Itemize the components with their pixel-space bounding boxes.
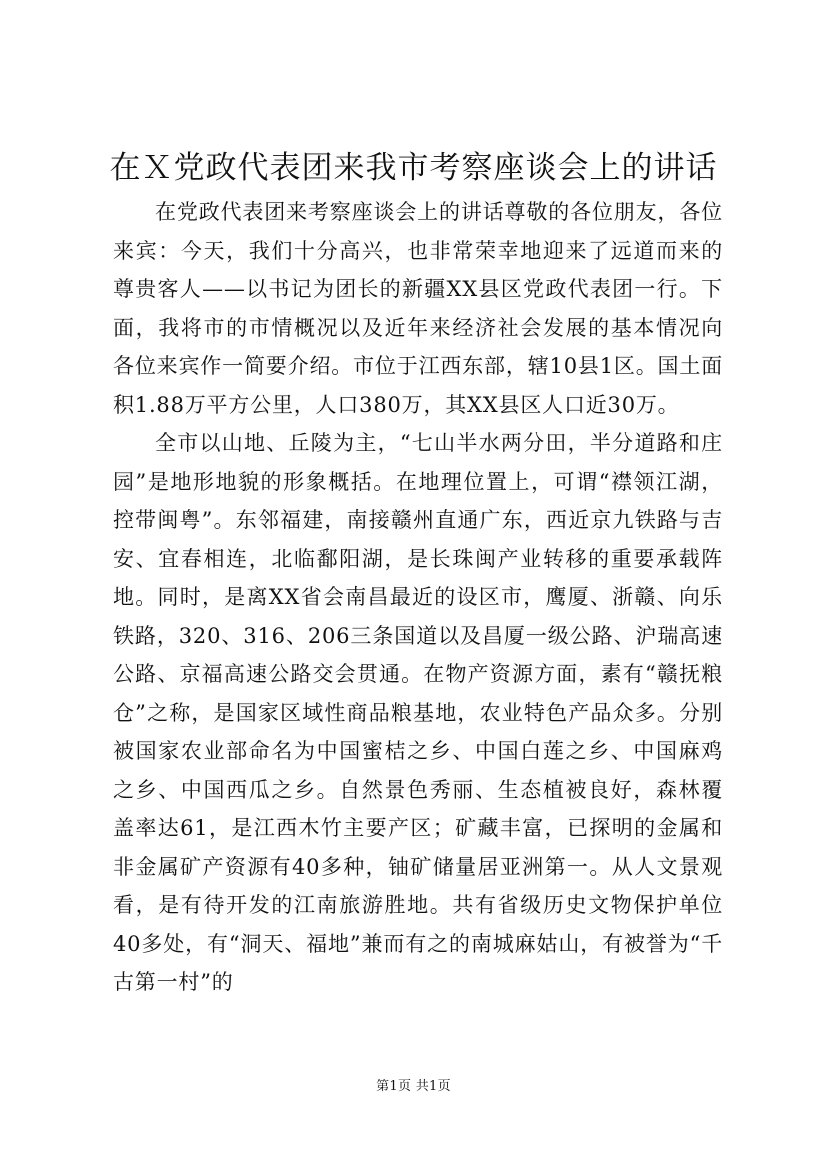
paragraph-intro: 在党政代表团来考察座谈会上的讲话尊敬的各位朋友，各位来宾：今天，我们十分高兴，也非常荣幸地迎来了远道而来的尊贵客人——以书记为团长的新疆XX县区党政代表团一行。下面，我将市的市情概况以及近年来经济社会发展的基本情况向各位来宾作一简要介绍。市位于江西东部，辖10县1区。国土面积1.88万平方公里，人口380万，其XX县区人口近30万。 [113,200,723,417]
speech-body [113,193,723,1002]
page-number-footer: 第1页 共1页 [376,1079,451,1094]
paragraph-geography-resources: 全市以山地、丘陵为主，“七山半水两分田，半分道路和庄园”是地形地貌的形象概括。在地理位置上，可谓“襟领江湖，控带闽粤”。东邻福建，南接赣州直通广东，西近京九铁路与吉安、宜春相连，北临鄱阳湖，是长珠闽产业转移的重要承载阵地。同时，是离XX省会南昌最近的设区市，鹰厦、浙赣、向乐铁路，320、316、206三条国道以及昌厦一级公路、沪瑞高速公路、京福高速公路交会贯通。在物产资源方面，素有“赣抚粮仓”之称，是国家区域性商品粮基地，农业特色产品众多。分别被国家农业部命名为中国蜜桔之乡、中国白莲之乡、中国麻鸡之乡、中国西瓜之乡。自然景色秀丽、生态植被良好，森林覆盖率达61，是江西木竹主要产区；矿藏丰富，已探明的金属和非金属矿产资源有40多种，铀矿储量居亚洲第一。从人文景观看，是有待开发的江南旅游胜地。共有省级历史文物保护单位40多处，有“洞天、福地”兼而有之的南城麻姑山，有被誉为“千古第一村”的 [113,431,723,994]
page-title: 在Ｘ党政代表团来我市考察座谈会上的讲话 [109,150,718,186]
